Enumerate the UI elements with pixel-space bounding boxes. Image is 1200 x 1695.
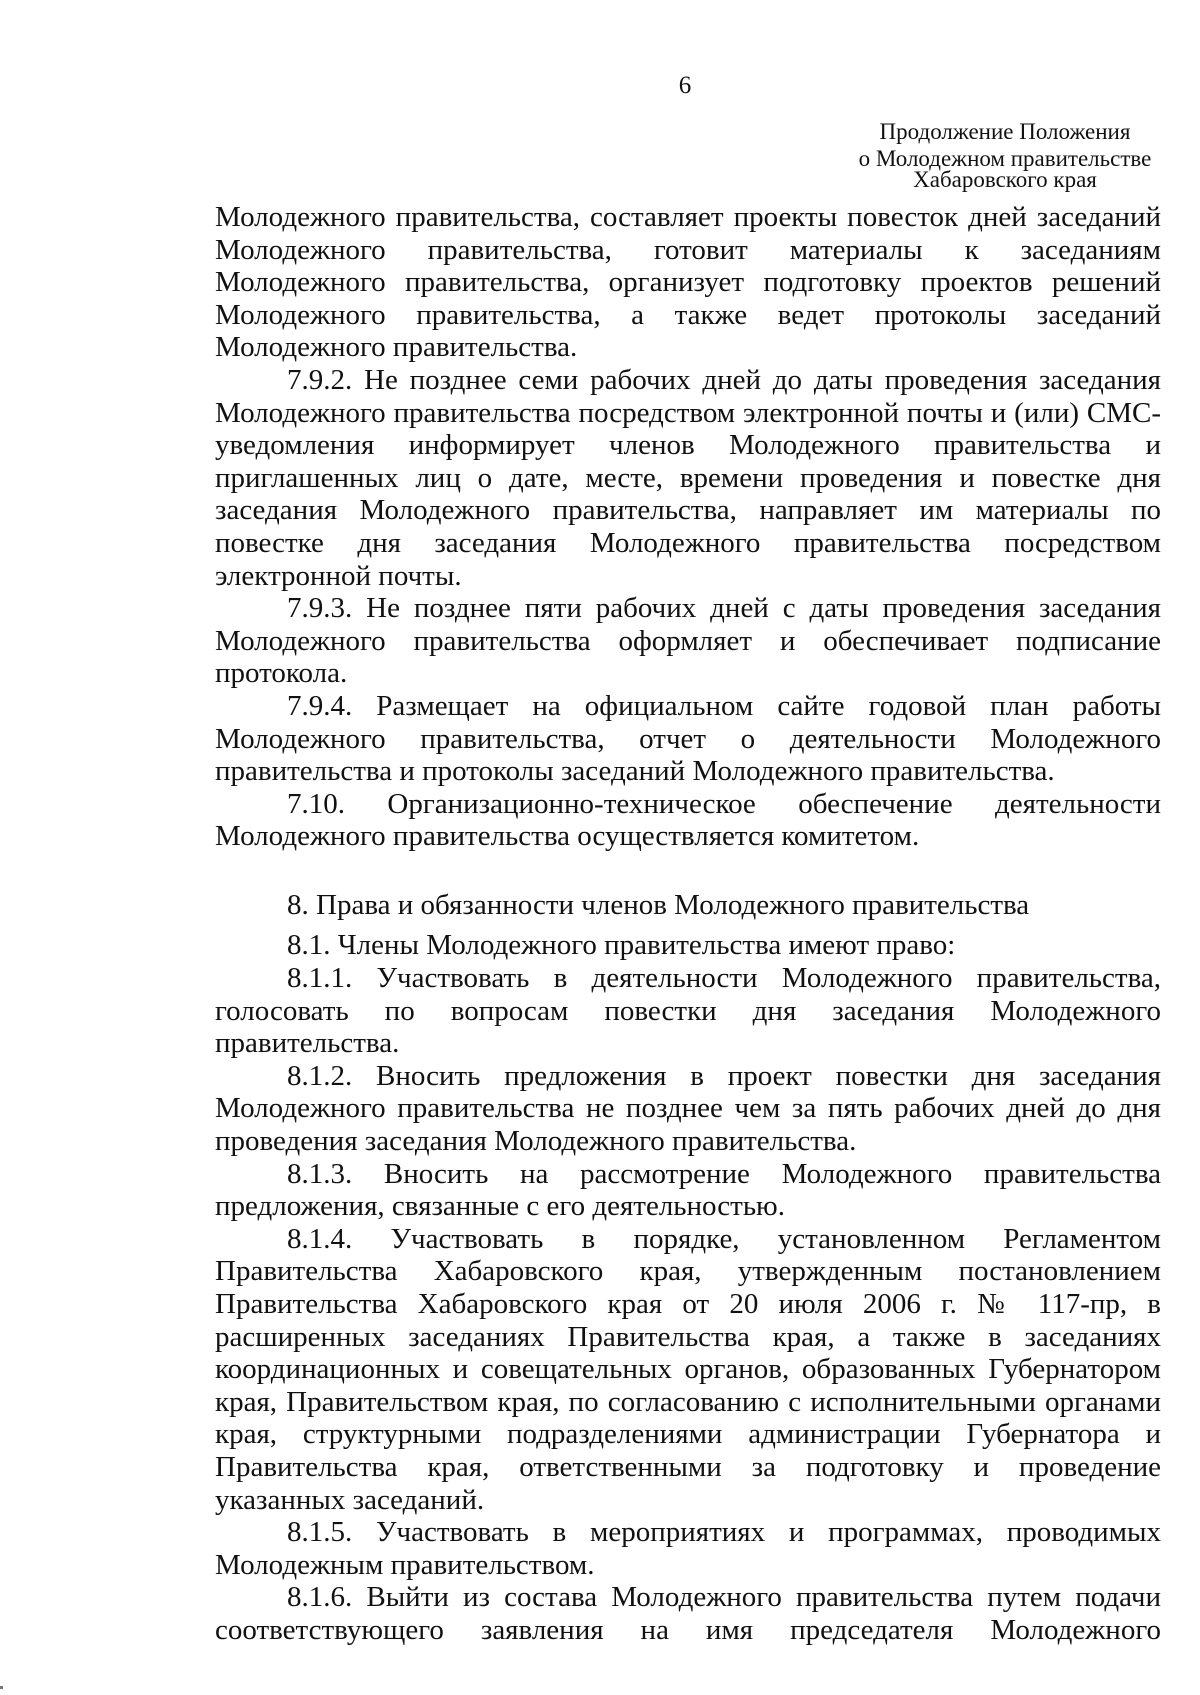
paragraph-8-1-4: 8.1.4. Участвовать в порядке, установленном Регламентом Правительства Хабаровского края, утвержденным постановлением Правительства Хабаровского края от 20 июля 2006 г. № 117-пр, в расширенных заседаниях Правительства края, а также в заседаниях координационных и совещательных органов, образованных Губернатором края, Правительством края, по согласованию с исполнительными органами края, структурными подразделениями администрации Губернатора и Правительства края, ответственными за подготовку и проведение указанных заседаний. [215, 1222, 1161, 1516]
paragraph-7-9-3: 7.9.3. Не позднее пяти рабочих дней с даты проведения заседания Молодежного правительства оформляет и обеспечивает подписание протокола. [215, 592, 1161, 690]
paragraph-7-9-2: 7.9.2. Не позднее семи рабочих дней до даты проведения заседания Молодежного правительства посредством электронной почты и (или) СМС-уведомления информирует членов Молодежного правительства и приглашенных лиц о дате, месте, времени проведения и повестке дня заседания Молодежного правительства, направляет им материалы по повестке дня заседания Молодежного правительства посредством электронной почты. [215, 363, 1161, 592]
paragraph-8-1-1: 8.1.1. Участвовать в деятельности Молодежного правительства, голосовать по вопросам повестки дня заседания Молодежного правительства. [215, 962, 1161, 1060]
paragraph-8-1-6: 8.1.6. Выйти из состава Молодежного правительства путем подачи соответствующего заявления на имя председателя Молодежного [215, 1581, 1161, 1646]
document-body [215, 201, 1161, 1647]
paragraph-8-1: 8.1. Члены Молодежного правительства имеют право: [287, 929, 956, 962]
page-number: 6 [678, 72, 692, 99]
running-header-line-2: о Молодежном правительстве [858, 146, 1152, 171]
paragraph-7-9-4: 7.9.4. Размещает на официальном сайте годовой план работы Молодежного правительства, отчет о деятельности Молодежного правительства и протоколы заседаний Молодежного правительства. [215, 689, 1161, 788]
section-8-heading: 8. Права и обязанности членов Молодежного правительства [287, 888, 1030, 921]
paragraph-8-1-2: 8.1.2. Вносить предложения в проект повестки дня заседания Молодежного правительства не позднее чем за пять рабочих дней до дня проведения заседания Молодежного правительства. [215, 1059, 1161, 1158]
running-header-line-1: Продолжение Положения [879, 119, 1131, 144]
paragraph-continuation: Молодежного правительства, составляет проекты повесток дней заседаний Молодежного правительства, готовит материалы к заседаниям Молодежного правительства, организует подготовку проектов решений Молодежного правительства, а также ведет протоколы заседаний Молодежного правительства. [215, 201, 1161, 364]
running-header-line-3: Хабаровского края [913, 167, 1097, 192]
paragraph-7-10: 7.10. Организационно-техническое обеспечение деятельности Молодежного правительства осуществляется комитетом. [215, 787, 1161, 853]
running-header [820, 119, 1190, 192]
paragraph-8-1-3: 8.1.3. Вносить на рассмотрение Молодежного правительства предложения, связанные с его деятельностью. [215, 1157, 1161, 1223]
scan-artifact-dot [0, 1686, 3, 1689]
paragraph-8-1-5: 8.1.5. Участвовать в мероприятиях и программах, проводимых Молодежным правительством. [215, 1516, 1161, 1581]
